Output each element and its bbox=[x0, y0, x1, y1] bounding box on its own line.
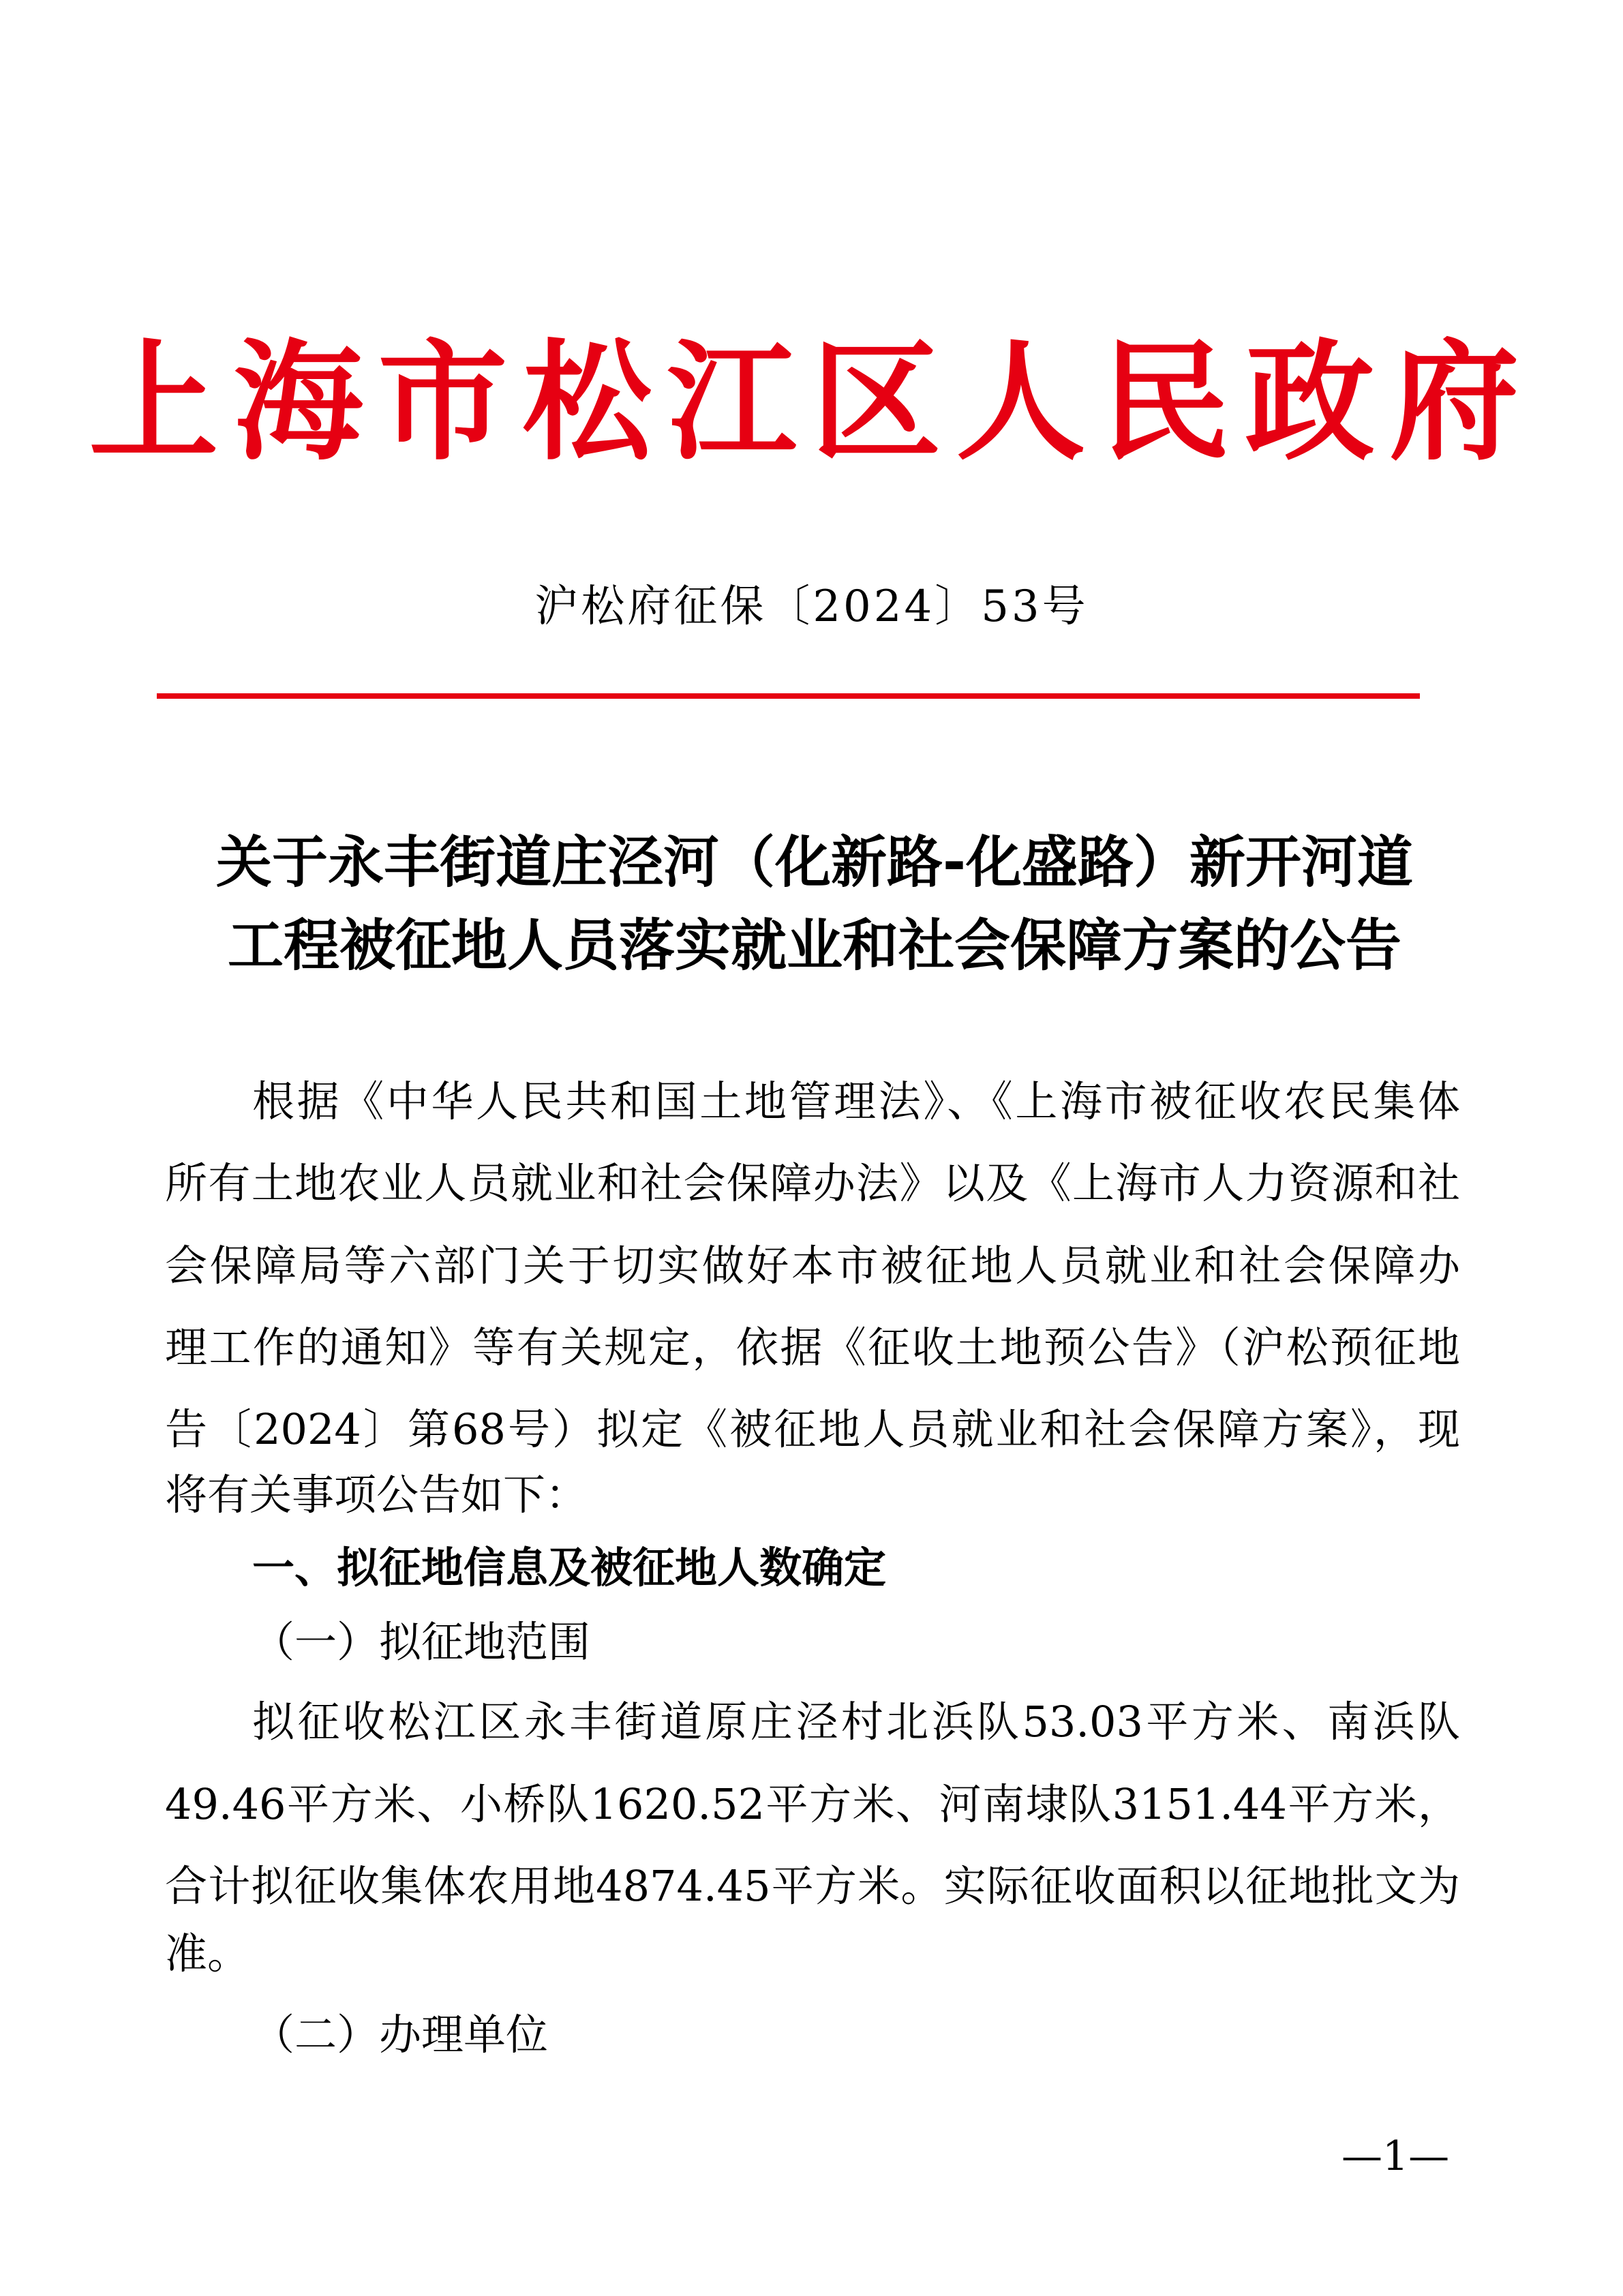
page-number: —1— bbox=[1341, 2132, 1450, 2180]
paragraph-line: 理工作的通知》等有关规定，依据《征收土地预公告》（沪松预征地 bbox=[165, 1323, 1460, 1372]
red-divider bbox=[157, 693, 1420, 699]
document-title-line-2: 工程被征地人员落实就业和社会保障方案的公告 bbox=[227, 913, 1401, 978]
subsection-heading: （二）办理单位 bbox=[252, 2010, 549, 2059]
document-title-line-1: 关于永丰街道庄泾河（化新路-化盛路）新开河道 bbox=[215, 830, 1414, 895]
paragraph-line: 将有关事项公告如下： bbox=[165, 1470, 588, 1520]
paragraph-line: 合计拟征收集体农用地4874.45平方米。实际征收面积以征地批文为 bbox=[165, 1861, 1460, 1911]
paragraph-line: 拟征收松江区永丰街道原庄泾村北浜队53.03平方米、南浜队 bbox=[252, 1697, 1460, 1747]
subsection-heading: （一）拟征地范围 bbox=[252, 1617, 591, 1667]
paragraph-line: 49.46平方米、小桥队1620.52平方米、河南埭队3151.44平方米， bbox=[165, 1779, 1460, 1829]
section-heading: 一、拟征地信息及被征地人数确定 bbox=[252, 1543, 887, 1592]
paragraph-line: 所有土地农业人员就业和社会保障办法》以及《上海市人力资源和社 bbox=[165, 1158, 1460, 1208]
paragraph-line: 根据《中华人民共和国土地管理法》、《上海市被征收农民集体 bbox=[252, 1076, 1460, 1126]
document-number: 沪松府征保〔2024〕53号 bbox=[534, 581, 1089, 632]
issuer-heading: 上海市松江区人民政府 bbox=[89, 326, 1534, 478]
paragraph-line: 准。 bbox=[165, 1929, 250, 1978]
paragraph-line: 告〔2024〕第68号）拟定《被征地人员就业和社会保障方案》，现 bbox=[165, 1404, 1460, 1454]
paragraph-line: 会保障局等六部门关于切实做好本市被征地人员就业和社会保障办 bbox=[165, 1241, 1460, 1290]
